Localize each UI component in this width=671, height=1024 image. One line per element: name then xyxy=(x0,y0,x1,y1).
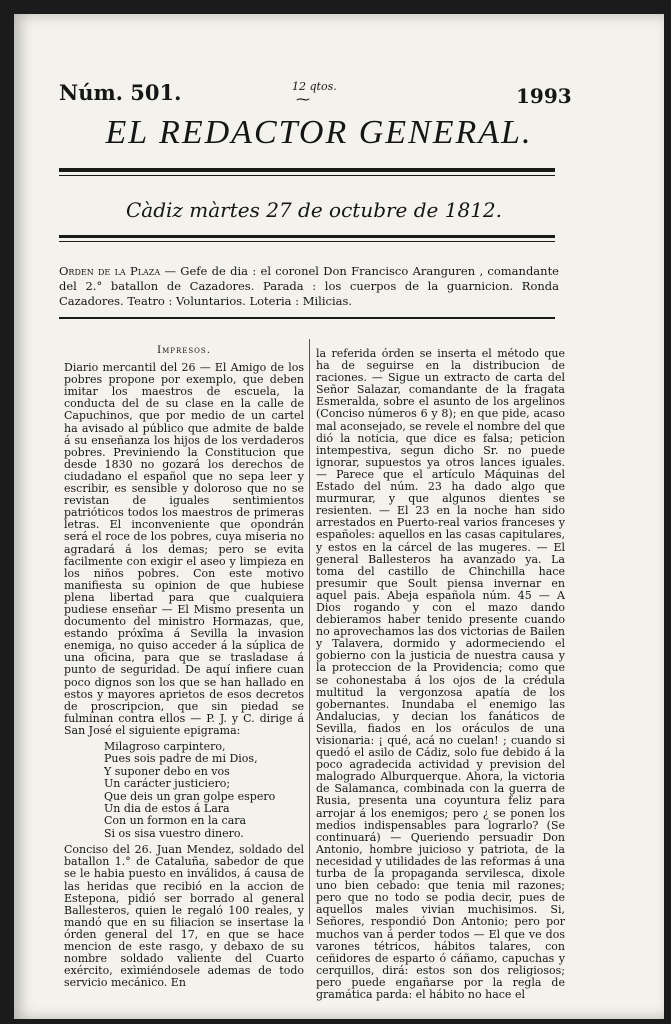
masthead-rule-thin xyxy=(59,175,555,176)
page-number: 1993 xyxy=(516,84,572,108)
issue-price: 12 qtos. xyxy=(292,80,337,93)
verse-line: Que deis un gran golpe espero xyxy=(104,789,276,803)
verse-line: Y suponer debo en vos xyxy=(104,764,230,778)
date-rule-thick xyxy=(59,235,555,238)
masthead-rule-thick xyxy=(59,168,555,172)
verse-line: Con un formon en la cara xyxy=(104,814,247,828)
header-ornament: ⁓ xyxy=(296,92,310,108)
section-title-impresos: Impresos. xyxy=(156,344,212,356)
orden-lead: Orden de la Plaza xyxy=(59,264,161,278)
paragraph-right-column: la referida órden se inserta el método que ha de seguirse en la distribucion de raciones. — Sigue un extracto de carta del Señor Salazar, comandante de la fragata Esmeralda, sobre el asunto de los argelinos (Conciso números 6 y 8); en que pide, acaso mal aconsejado, se revele el nombre del que dió la noticia, que dice es falsa; peticion intempestiva, segun dicho Sr. no puede ignorar, supuestos ya otros lances iguales. — Parece que el artículo Máquinas del Estado del núm. 23 ha dado algo que murmurar, y que algunos dientes se resienten. — El 23 en la noche han sido arrestados en Puerto-real varios franceses y españoles: aquellos en las casas capitulares, y estos en la cárcel de las mugeres. — El general Ballesteros ha avanzado ya. La toma del castillo de Chinchilla hace presumir que Soult piensa invernar en aquel pais. Abeja española núm. 45 — A Dios rogando y con el mazo dando debieramos haber tenido presente cuando no aprovechamos las dos victorias de Bailen y Talavera, dormido y adormeciendo el gobierno con la justicia de nuestra causa y la proteccion de la Providencia; como que se cohonestaba á los ojos de la crédula multitud la vergonzosa apatía de los gobernantes. Inundaba el enemigo las Andalucias, y decian los fanáticos de Sevilla, fiados en los oráculos de una visionaria: ¡ qué, acá no cuelan! ; cuando si quedó el asilo de Cádiz, solo fue debido á la poco agradecida actividad y prevision del malogrado Alburquerque. Ahora, la victoria de Salamanca, combinada con la guerra de Rusia, presenta una coyuntura feliz para arrojar á los enemigos; pero ¿ se ponen los medios indispensables para lograrlo? (Se continuará) — Queriendo persuadir Don Antonio, hombre juicioso y patriota, de la necesidad y utilidades de las reformas á una turba de la propaganda servilesca, dixole uno bien cebado: que tenia mil razones; pero que no todo se podia decir, pues de aquellos males vivian muchisimos. Si, Señores, respondió Don Antonio; pero por muchos van á perder todos — El que ve dos varones tétricos, hábitos talares, con ceñidores de esparto ó cáñamo, capuchas y cerquillos, dirá: estos son dos religiosos; pero puede engañarse por la regla de gramática parda: el hábito no hace el xyxy=(316,347,565,1001)
verse-line: Un carácter justiciero; xyxy=(104,777,231,791)
verse-line: Un dia de estos á Lara xyxy=(104,802,230,816)
epigram-verse xyxy=(104,741,304,840)
verse-line: Milagroso carpintero, xyxy=(104,740,226,753)
paragraph-conciso: Conciso del 26. Juan Mendez, soldado del batallon 1.° de Cataluña, sabedor de que se le habia puesto en inválidos, á causa de las heridas que recibió en la accion de Estepona, pidió ser borrado al general Ballesteros, quien le regaló 100 reales, y mandó que en su filiacion se insertase la órden general del 17, en que se hace mencion de este rasgo, y debaxo de su nombre soldado valiente del Cuarto exército, exìmiéndosele ademas de todo servicio mecánico. En xyxy=(64,843,304,990)
masthead-title: EL REDACTOR GENERAL. xyxy=(105,114,533,151)
newspaper-page xyxy=(14,14,664,1019)
date-rule-thin xyxy=(59,241,555,242)
left-column xyxy=(64,344,304,991)
section-rule xyxy=(59,317,555,319)
issue-number: Núm. 501. xyxy=(59,80,182,105)
column-divider xyxy=(309,339,310,924)
right-column xyxy=(316,348,565,1003)
verse-line: Pues sois padre de mi Dios, xyxy=(104,752,258,766)
paragraph-diario-mercantil: Diario mercantil del 26 — El Amigo de los pobres propone por exemplo, que deben imitar los maestros de escuela, la conducta del de su clase en la calle de Capuchinos, que por medio de un cartel ha avisado al público que admite de balde á su enseñanza los hijos de los verdaderos pobres. Previniendo la Constitucion que desde 1830 no gozará los derechos de ciudadano el español que no sepa leer y escribir, es sensible y doloroso que no se revistan de iguales sentimientos patrióticos todos los maestros de primeras letras. El inconveniente que opondrán será el roce de los pobres, cuya miseria no agradará á los demas; pero se evita facilmente con exigir el aseo y limpieza en los niños pobres. Con este motivo manifiesta su opinion de que hubiese plena libertad para que cualquiera pudiese enseñar — El Mismo presenta un documento del ministro Hormazas, que, estando próxîma á Sevilla la invasion enemiga, no quiso acceder á la súplica de una oficina, para que se trasladase á punto de seguridad. De aquí infiere cuan poco dignos son los que se han hallado en estos y mayores aprietos de esos decretos de proscripcion, que sin piedad se fulminan contra ellos — P. J. y C. dirige á San José el siguiente epigrama: xyxy=(64,361,304,737)
orden-text: — Gefe de dia : el coronel Don Francisco Aranguren , comandante del 2.° batallon de Cazadores. Parada : los cuerpos de la guarnicion. Ronda Cazadores. Teatro : Voluntarios. Loteria : Milicias. xyxy=(59,264,559,308)
dateline: Càdiz màrtes 27 de octubre de 1812. xyxy=(125,198,503,222)
verse-line: Si os sisa vuestro dinero. xyxy=(104,826,244,840)
orden-de-la-plaza xyxy=(59,264,559,309)
